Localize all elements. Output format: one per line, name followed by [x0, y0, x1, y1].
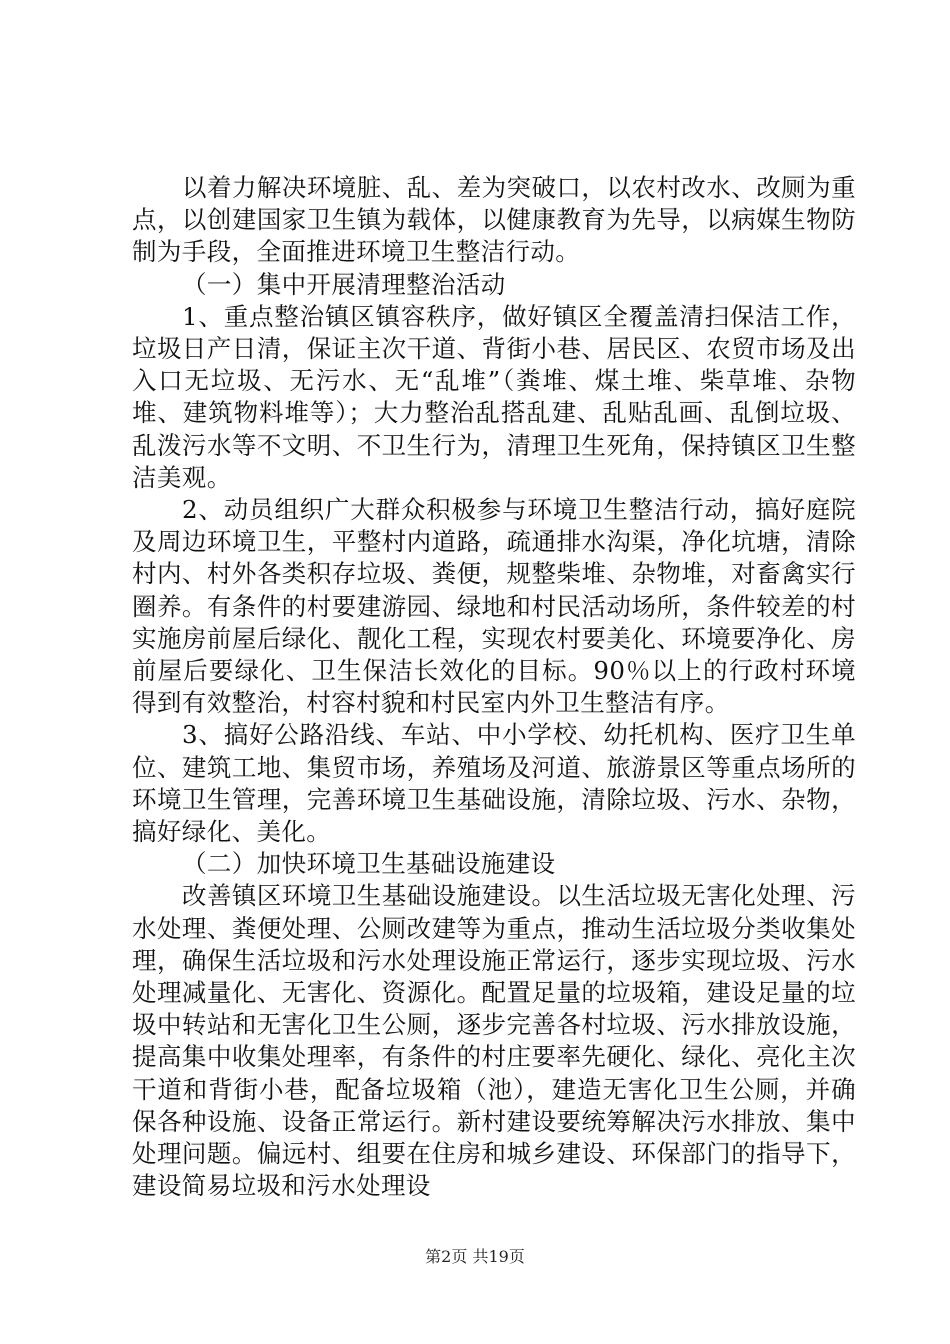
paragraph-item-1: 1、重点整治镇区镇容秩序，做好镇区全覆盖清扫保洁工作，垃圾日产日清，保证主次干道、背街小巷、居民区、农贸市场及出入口无垃圾、无污水、无“乱堆”（粪堆、煤土堆、柴草堆、杂物堆、建筑物料堆等）；大力整治乱搭乱建、乱贴乱画、乱倒垃圾、乱泼污水等不文明、不卫生行为，清理卫生死角，保持镇区卫生整洁美观。	[132, 301, 856, 492]
page-number: 第2页	[425, 1247, 468, 1266]
paragraph-item-2: 2、动员组织广大群众积极参与环境卫生整洁行动，搞好庭院及周边环境卫生，平整村内道路，疏通排水沟渠，净化坑塘，清除村内、村外各类积存垃圾、粪便，规整柴堆、杂物堆，对畜禽实行圈养。有条件的村要建游园、绿地和村民活动场所，条件较差的村实施房前屋后绿化、靓化工程，实现农村要美化、环境要净化、房前屋后要绿化、卫生保洁长效化的目标。90％以上的行政村环境得到有效整治，村容村貌和村民室内外卫生整洁有序。	[132, 495, 856, 718]
page-total: 共19页	[472, 1247, 525, 1266]
paragraph-intro: 以着力解决环境脏、乱、差为突破口，以农村改水、改厕为重点，以创建国家卫生镇为载体，以健康教育为先导，以病媒生物防制为手段，全面推进环境卫生整洁行动。	[132, 173, 856, 267]
document-body	[132, 172, 856, 1203]
paragraph-infrastructure: 改善镇区环境卫生基础设施建设。以生活垃圾无害化处理、污水处理、粪便处理、公厕改建等为重点，推动生活垃圾分类收集处理，确保生活垃圾和污水处理设施正常运行，逐步实现垃圾、污水处理减量化、无害化、资源化。配置足量的垃圾箱，建设足量的垃圾中转站和无害化卫生公厕，逐步完善各村垃圾、污水排放设施，提高集中收集处理率，有条件的村庄要率先硬化、绿化、亮化主次干道和背街小巷，配备垃圾箱（池），建造无害化卫生公厕，并确保各种设施、设备正常运行。新村建设要统筹解决污水排放、集中处理问题。偏远村、组要在住房和城乡建设、环保部门的指导下，建设简易垃圾和污水处理设	[132, 881, 856, 1201]
section-heading-1: （一）集中开展清理整治活动	[182, 269, 506, 299]
paragraph-item-3: 3、搞好公路沿线、车站、中小学校、幼托机构、医疗卫生单位、建筑工地、集贸市场，养殖场及河道、旅游景区等重点场所的环境卫生管理，完善环境卫生基础设施，清除垃圾、污水、杂物，搞好绿化、美化。	[132, 720, 856, 847]
section-heading-2: （二）加快环境卫生基础设施建设	[182, 849, 556, 879]
page-footer	[0, 1244, 950, 1267]
